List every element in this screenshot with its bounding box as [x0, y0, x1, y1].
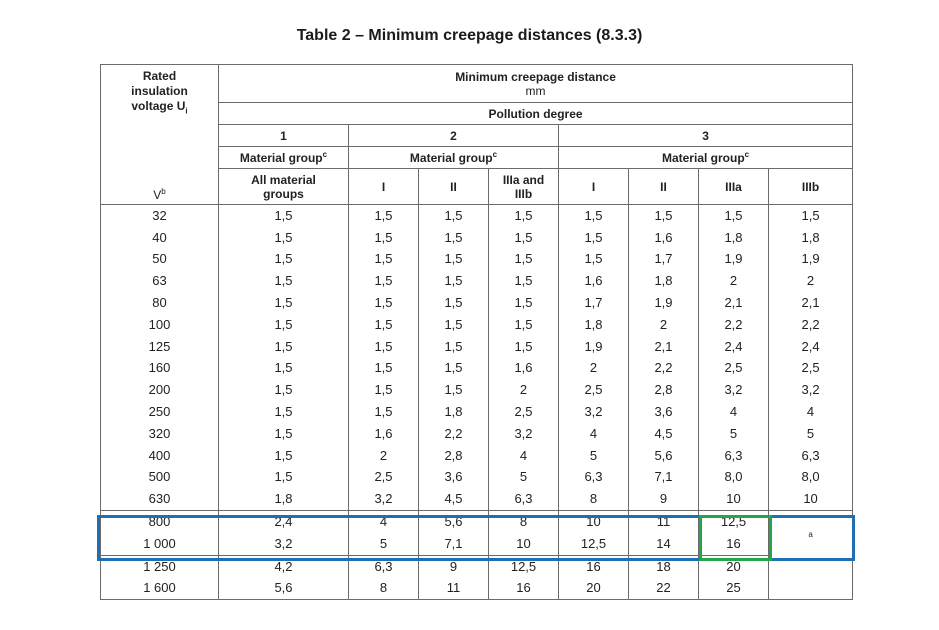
value-cell: 11 [629, 511, 699, 533]
rated-label-1: Rated [142, 69, 177, 83]
value-cell: 1,5 [219, 314, 349, 336]
value-cell: 3,6 [629, 401, 699, 423]
voltage-cell: 40 [101, 227, 219, 249]
value-cell: 6,3 [699, 445, 769, 467]
group-I-pd2: I [349, 169, 419, 205]
value-cell: 1,5 [489, 205, 559, 227]
value-cell: 12,5 [699, 511, 769, 533]
value-cell: 5 [769, 423, 853, 445]
value-cell: 6,3 [349, 555, 419, 577]
value-cell: 25 [699, 578, 769, 600]
value-cell: 8 [559, 488, 629, 510]
value-cell: 1,5 [699, 205, 769, 227]
value-cell: 1,5 [419, 292, 489, 314]
value-cell: 2,5 [349, 467, 419, 489]
material-group-2: Material group$^c$ [349, 147, 559, 169]
value-cell: 10 [559, 511, 629, 533]
value-cell: 5 [489, 467, 559, 489]
table-row [101, 358, 853, 380]
value-cell: 1,5 [219, 467, 349, 489]
value-cell: 8,0 [699, 467, 769, 489]
value-cell: 1,5 [219, 227, 349, 249]
value-cell: 1,9 [769, 249, 853, 271]
value-cell: 1,5 [489, 336, 559, 358]
value-cell: 1,5 [219, 358, 349, 380]
group-II-pd2: II [419, 169, 489, 205]
value-cell: 20 [559, 578, 629, 600]
value-cell: 3,2 [699, 379, 769, 401]
voltage-cell: 1 600 [101, 578, 219, 600]
value-cell: 1,8 [419, 401, 489, 423]
table-row [101, 227, 853, 249]
value-cell: 3,2 [769, 379, 853, 401]
voltage-cell: 1 250 [101, 555, 219, 577]
table-row [101, 445, 853, 467]
voltage-cell: 50 [101, 249, 219, 271]
value-cell: 1,6 [629, 227, 699, 249]
value-cell: 7,1 [419, 533, 489, 555]
value-cell: 1,5 [219, 205, 349, 227]
unit-sup: b [161, 187, 166, 196]
value-cell: 3,2 [559, 401, 629, 423]
value-cell: 1,5 [349, 358, 419, 380]
value-cell: 9 [629, 488, 699, 510]
value-cell: 1,5 [419, 379, 489, 401]
value-cell: 16 [699, 533, 769, 555]
value-cell: 3,2 [349, 488, 419, 510]
value-cell: 1,5 [349, 227, 419, 249]
table-row [101, 336, 853, 358]
value-cell: 2 [629, 314, 699, 336]
value-cell: 1,9 [559, 336, 629, 358]
value-cell: 2,8 [419, 445, 489, 467]
value-cell: 1,5 [349, 249, 419, 271]
value-cell: 4 [349, 511, 419, 533]
value-cell: 1,5 [219, 379, 349, 401]
table-row [101, 314, 853, 336]
value-cell: 2,5 [699, 358, 769, 380]
value-cell: 1,8 [219, 488, 349, 510]
value-cell: 8 [489, 511, 559, 533]
value-cell: 5,6 [219, 578, 349, 600]
value-cell: 1,5 [559, 249, 629, 271]
value-cell: 2,5 [769, 358, 853, 380]
pollution-degree-3: 3 [559, 125, 853, 147]
voltage-cell: 63 [101, 270, 219, 292]
value-cell: 6,3 [559, 467, 629, 489]
value-cell: 10 [769, 488, 853, 510]
table-row [101, 555, 853, 577]
table-row [101, 292, 853, 314]
value-cell: 20 [699, 555, 769, 577]
value-cell: 2 [349, 445, 419, 467]
material-group-1: Material group$^c$ [219, 147, 349, 169]
table-title: Table 2 – Minimum creepage distances (8.3.3) [296, 27, 643, 44]
value-cell: 6,3 [769, 445, 853, 467]
value-cell: 22 [629, 578, 699, 600]
value-cell: 1,5 [349, 270, 419, 292]
value-cell: 4,5 [629, 423, 699, 445]
value-cell: 1,5 [349, 205, 419, 227]
pollution-degree-2: 2 [349, 125, 559, 147]
footnote-a: a [808, 530, 813, 540]
table-row [101, 467, 853, 489]
value-cell: 1,5 [419, 249, 489, 271]
value-cell: 1,5 [489, 249, 559, 271]
value-cell: 1,5 [349, 401, 419, 423]
value-cell: 5 [349, 533, 419, 555]
value-cell: 2,2 [699, 314, 769, 336]
table-row [101, 423, 853, 445]
voltage-cell: 80 [101, 292, 219, 314]
value-cell: 1,5 [489, 270, 559, 292]
value-cell: 10 [699, 488, 769, 510]
value-cell: 2,1 [699, 292, 769, 314]
value-cell: 5,6 [629, 445, 699, 467]
value-cell: 2,2 [419, 423, 489, 445]
voltage-cell: 320 [101, 423, 219, 445]
table-row [101, 249, 853, 271]
value-cell: 1,8 [699, 227, 769, 249]
table-row [101, 533, 853, 555]
voltage-cell: 800 [101, 511, 219, 533]
value-cell: 1,5 [349, 379, 419, 401]
value-cell: 1,5 [419, 227, 489, 249]
value-cell: 3,6 [419, 467, 489, 489]
value-cell: 2,5 [489, 401, 559, 423]
value-cell: 5 [699, 423, 769, 445]
value-cell: 18 [629, 555, 699, 577]
value-cell: 2 [489, 379, 559, 401]
value-cell: 1,5 [349, 336, 419, 358]
value-cell: 2,8 [629, 379, 699, 401]
value-cell: 5,6 [419, 511, 489, 533]
rated-voltage-header [101, 65, 219, 205]
value-cell: 1,5 [559, 227, 629, 249]
value-cell: 2 [559, 358, 629, 380]
value-cell: 1,5 [419, 358, 489, 380]
pollution-degree-header: Pollution degree [219, 103, 853, 125]
value-cell: 1,5 [419, 314, 489, 336]
value-cell: 1,6 [349, 423, 419, 445]
value-cell: 1,6 [559, 270, 629, 292]
value-cell: 1,6 [489, 358, 559, 380]
table-row [101, 401, 853, 423]
value-cell: 5 [559, 445, 629, 467]
value-cell: 1,5 [219, 336, 349, 358]
mm-label: mm [525, 83, 546, 98]
rated-label-3: voltage U [131, 99, 186, 113]
min-creepage-label: Minimum creepage distance [455, 69, 616, 84]
pollution-degree-1: 1 [219, 125, 349, 147]
value-cell: 2,2 [629, 358, 699, 380]
value-cell: 2,4 [219, 511, 349, 533]
group-IIIb-pd3: IIIb [769, 169, 853, 205]
table-row [101, 270, 853, 292]
value-cell: 1,5 [219, 445, 349, 467]
value-cell: 1,5 [219, 249, 349, 271]
value-cell: 1,5 [489, 314, 559, 336]
value-cell: 16 [559, 555, 629, 577]
voltage-cell: 630 [101, 488, 219, 510]
rated-label-2: insulation [131, 84, 188, 98]
value-cell: 1,5 [629, 205, 699, 227]
value-cell: 1,5 [489, 227, 559, 249]
group-II-pd3: II [629, 169, 699, 205]
value-cell: 2,1 [629, 336, 699, 358]
voltage-cell: 400 [101, 445, 219, 467]
value-cell: 10 [489, 533, 559, 555]
value-cell: 1,5 [349, 314, 419, 336]
voltage-cell: 100 [101, 314, 219, 336]
voltage-cell: 200 [101, 379, 219, 401]
value-cell: 4,5 [419, 488, 489, 510]
value-cell: 2,4 [699, 336, 769, 358]
value-cell: 4 [699, 401, 769, 423]
value-cell: 1,5 [559, 205, 629, 227]
value-cell: 1,7 [559, 292, 629, 314]
value-cell: 1,8 [629, 270, 699, 292]
value-cell: 1,8 [559, 314, 629, 336]
value-cell: 1,7 [629, 249, 699, 271]
value-cell: 4 [559, 423, 629, 445]
value-cell: 7,1 [629, 467, 699, 489]
table-row [101, 488, 853, 510]
value-cell: 6,3 [489, 488, 559, 510]
voltage-cell: 1 000 [101, 533, 219, 555]
value-cell: 2,4 [769, 336, 853, 358]
value-cell: 1,5 [419, 270, 489, 292]
value-cell: 8 [349, 578, 419, 600]
value-cell: 9 [419, 555, 489, 577]
value-cell: 1,9 [629, 292, 699, 314]
table-row [101, 205, 853, 227]
value-cell: 1,5 [419, 205, 489, 227]
footnote-cell [769, 511, 853, 600]
rated-label-sub: i [185, 106, 188, 116]
value-cell: 3,2 [219, 533, 349, 555]
value-cell: 2,1 [769, 292, 853, 314]
value-cell: 1,5 [219, 270, 349, 292]
value-cell: 1,5 [349, 292, 419, 314]
value-cell: 1,5 [219, 292, 349, 314]
group-all: All material groups [219, 169, 349, 205]
table-row [101, 379, 853, 401]
value-cell: 4 [769, 401, 853, 423]
table-row [101, 578, 853, 600]
voltage-cell: 500 [101, 467, 219, 489]
value-cell: 14 [629, 533, 699, 555]
group-IIIa-pd3: IIIa [699, 169, 769, 205]
value-cell: 12,5 [559, 533, 629, 555]
value-cell: 4 [489, 445, 559, 467]
group-IIIa-IIIb-pd2: IIIa and IIIb [489, 169, 559, 205]
unit-label: V [153, 188, 162, 202]
voltage-cell: 160 [101, 358, 219, 380]
value-cell: 1,5 [219, 401, 349, 423]
voltage-cell: 250 [101, 401, 219, 423]
creepage-table [100, 64, 853, 600]
value-cell: 1,5 [419, 336, 489, 358]
value-cell: 12,5 [489, 555, 559, 577]
value-cell: 16 [489, 578, 559, 600]
material-group-3: Material group$^c$ [559, 147, 853, 169]
value-cell: 3,2 [489, 423, 559, 445]
voltage-cell: 125 [101, 336, 219, 358]
value-cell: 8,0 [769, 467, 853, 489]
value-cell: 1,8 [769, 227, 853, 249]
table-row [101, 511, 853, 533]
value-cell: 2 [699, 270, 769, 292]
value-cell: 2 [769, 270, 853, 292]
value-cell: 1,5 [769, 205, 853, 227]
value-cell: 2,2 [769, 314, 853, 336]
min-creepage-header [219, 65, 853, 103]
value-cell: 1,5 [489, 292, 559, 314]
voltage-cell: 32 [101, 205, 219, 227]
group-I-pd3: I [559, 169, 629, 205]
value-cell: 1,5 [219, 423, 349, 445]
value-cell: 11 [419, 578, 489, 600]
value-cell: 4,2 [219, 555, 349, 577]
value-cell: 2,5 [559, 379, 629, 401]
value-cell: 1,9 [699, 249, 769, 271]
